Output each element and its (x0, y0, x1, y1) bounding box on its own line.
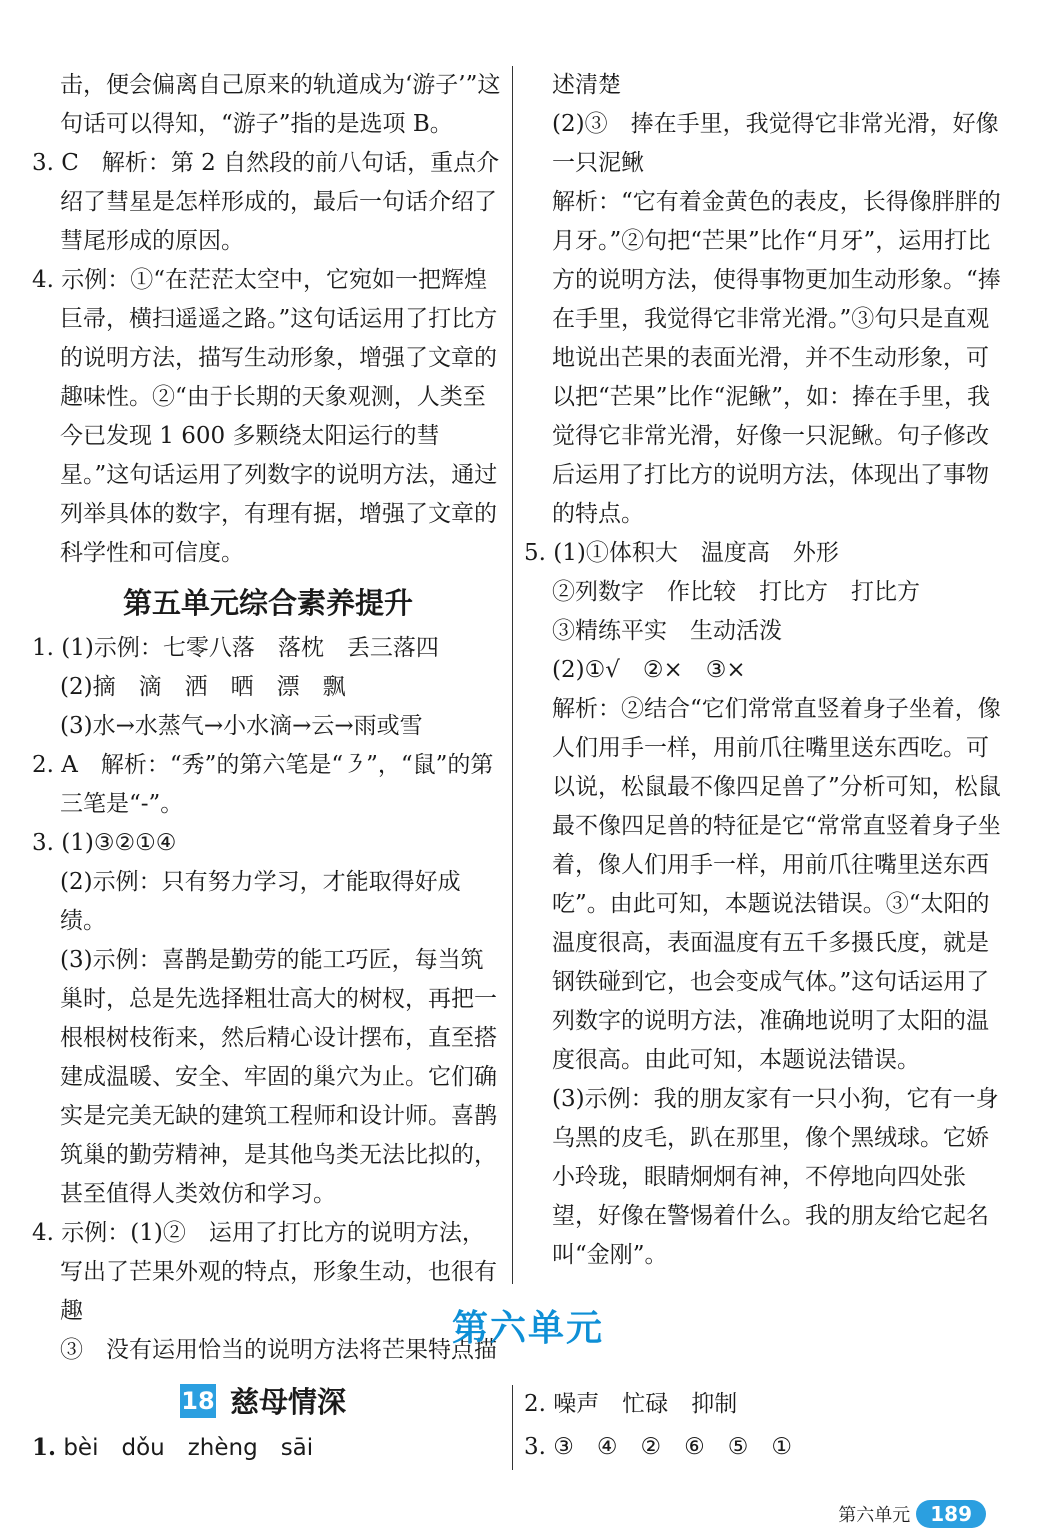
answer-continuation: 击，便会偏离自己原来的轨道成为‘游子’”这句话可以得知，“游子”指的是选项 B。 (60, 72, 501, 137)
lesson-title: 慈母情深 (230, 1385, 347, 1419)
answer-q2: 2. 噪声 忙碌 抑制 (524, 1391, 738, 1417)
answer-subitem: (2)③ 捧在手里，我觉得它非常光滑，好像一只泥鳅 (552, 111, 999, 176)
answer-item: 5. (1)①体积大 温度高 外形 (524, 540, 839, 566)
lesson-header (180, 1380, 346, 1421)
lesson-number-badge: 18 (180, 1384, 216, 1418)
answer-subitem: ③精练平实 生动活泼 (552, 618, 782, 644)
bottom-right-answers (524, 1385, 1004, 1467)
answer-subitem: (3)示例：我的朋友家有一只小狗，它有一身乌黑的皮毛，趴在那里，像个黑绒球。它娇小玲珑，眼睛炯炯有神，不停地向四处张望，好像在警惕着什么。我的朋友给它起名叫“金刚”。 (552, 1086, 999, 1268)
answer-subitem: (2)示例：只有努力学习，才能取得好成绩。 (60, 869, 461, 934)
answer-item: 3. C 解析：第 2 自然段的前八句话，重点介绍了彗星是怎样形成的，最后一句话介绍了彗尾形成的原因。 (32, 150, 500, 254)
answer-subitem: 解析：②结合“它们常常直竖着身子坐着，像人们用手一样，用前爪往嘴里送东西吃。可以说，松鼠最不像四足兽了”分析可知，松鼠最不像四足兽的特征是它“常常直竖着身子坐着，像人们用手一样，用前爪往嘴里送东西吃”。由此可知，本题说法错误。③“太阳的温度很高，表面温度有五千多摄氏度，就是钢铁碰到它，也会变成气体。”这句话运用了列数字的说明方法，准确地说明了太阳的温度很高。由此可知，本题说法错误。 (552, 696, 1001, 1073)
answer-subitem: 述清楚 (552, 72, 621, 98)
answer-subitem: 解析：“它有着金黄色的表皮，长得像胖胖的月牙。”②句把“芒果”比作“月牙”，运用打比方的说明方法，使得事物更加生动形象。“捧在手里，我觉得它非常光滑。”③句只是直观地说出芒果的表面光滑，并不生动形象，可以把“芒果”比作“泥鳅”，如：捧在手里，我觉得它非常光滑，好像一只泥鳅。句子修改后运用了打比方的说明方法，体现出了事物的特点。 (552, 189, 1001, 527)
unit-title: 第六单元 (451, 1308, 604, 1349)
answer-q1-label: 1. (32, 1434, 57, 1461)
column-divider-bottom (512, 1385, 513, 1470)
footer-unit-label: 第六单元 (838, 1505, 911, 1526)
answer-subitem: (2)摘 滴 洒 晒 漂 飘 (60, 674, 346, 700)
page-number: 189 (916, 1500, 986, 1528)
answer-q3: 3. ③ ④ ② ⑥ ⑤ ① (524, 1434, 792, 1460)
answer-item: 3. (1)③②①④ (32, 830, 177, 856)
answer-subitem: (3)示例：喜鹊是勤劳的能工巧匠，每当筑巢时，总是先选择粗壮高大的树杈，再把一根根树枝衔来，然后精心设计摆布，直至搭建成温暖、安全、牢固的巢穴为止。它们确实是完美无缺的建筑工程师和设计师。喜鹊筑巢的勤劳精神，是其他鸟类无法比拟的，甚至值得人类效仿和学习。 (60, 947, 497, 1207)
answer-item: 2. A 解析：“秀”的第六笔是“㇋”，“鼠”的第三笔是“-”。 (32, 752, 494, 817)
answer-q1 (32, 1428, 504, 1468)
answer-subitem: (2)①√ ②× ③× (552, 657, 746, 683)
answer-item: 1. (1)示例：七零八落 落枕 丢三落四 (32, 635, 439, 661)
answer-item: 4. 示例：(1)② 运用了打比方的说明方法，写出了芒果外观的特点，形象生动，也很有趣 (32, 1220, 497, 1324)
page-footer (838, 1500, 986, 1528)
left-column (32, 66, 504, 1370)
answer-q1-pinyin: bèi dǒu zhèng sāi (63, 1435, 314, 1461)
answer-subitem: ③ 没有运用恰当的说明方法将芒果特点描 (60, 1337, 497, 1363)
answer-subitem: (3)水→水蒸气→小水滴→云→雨或雪 (60, 713, 423, 739)
answer-subitem: ②列数字 作比较 打比方 打比方 (552, 579, 920, 605)
column-divider (512, 66, 513, 1284)
answer-item: 4. 示例：①“在茫茫太空中，它宛如一把辉煌巨帚，横扫遥遥之路。”这句话运用了打比方的说明方法，描写生动形象，增强了文章的趣味性。②“由于长期的天象观测，人类至今已发现 1 600 多颗绕太阳运行的彗星。”这句话运用了列数字的说明方法，通过列举具体的数字，有理有据，增强了文章的科学性和可信度。 (32, 267, 498, 566)
bottom-left-answers (32, 1428, 504, 1468)
right-column (524, 66, 1004, 1275)
section-title: 第五单元综合素养提升 (122, 586, 413, 620)
